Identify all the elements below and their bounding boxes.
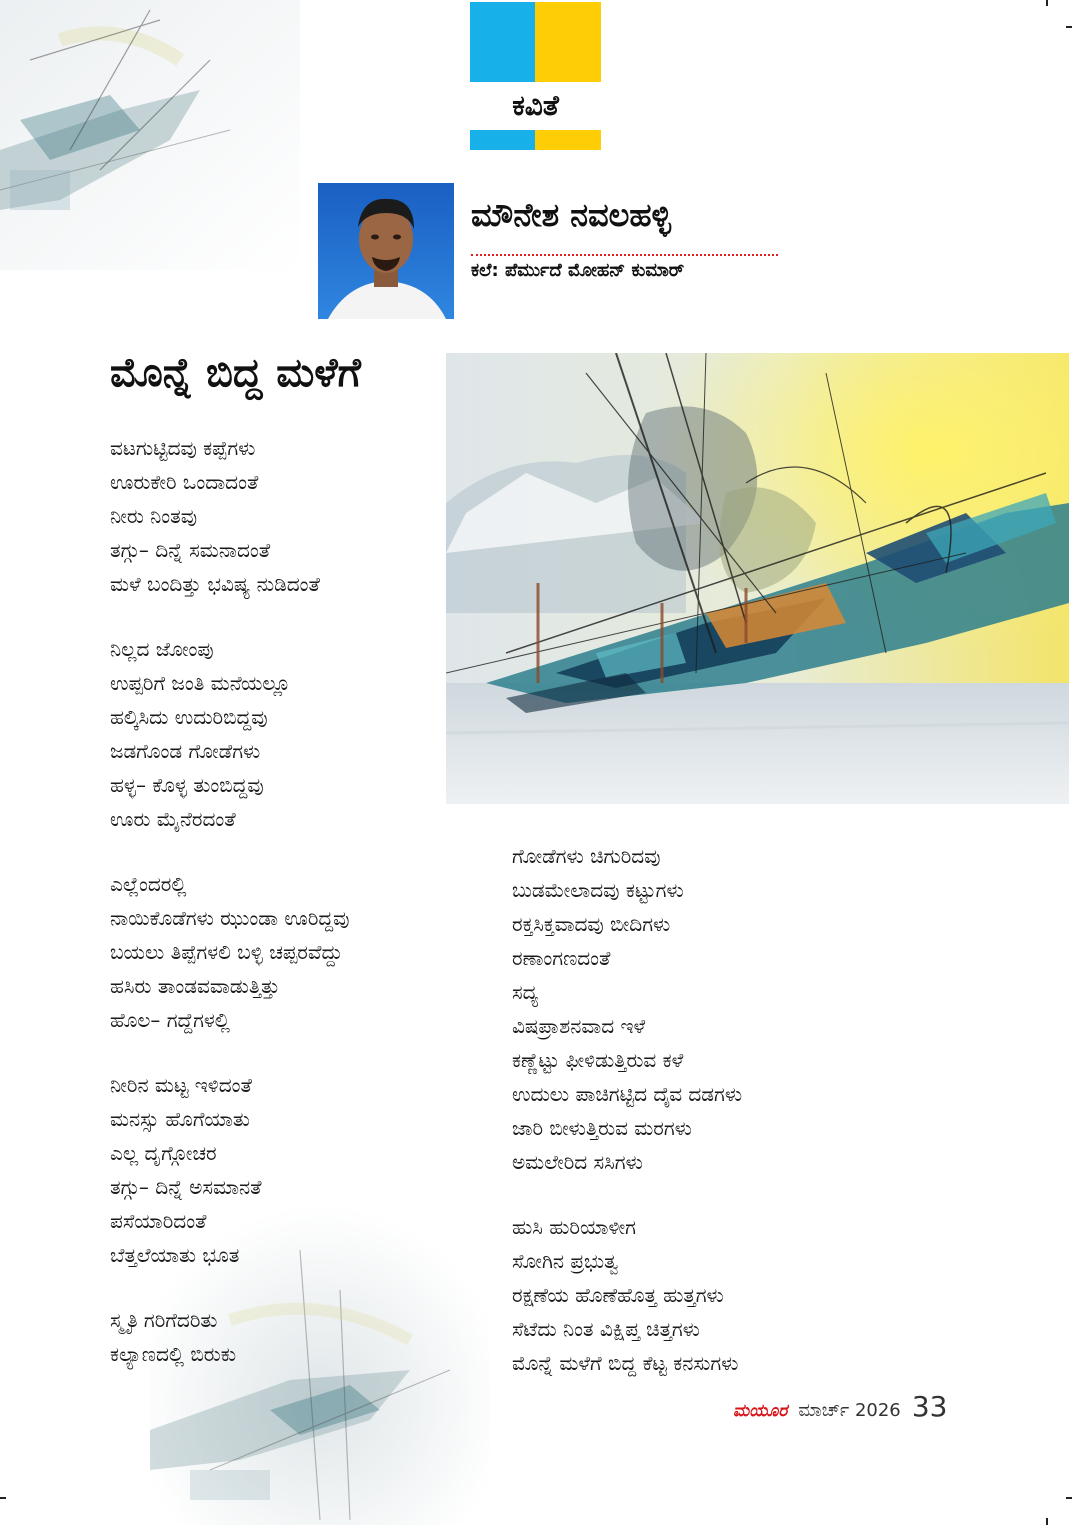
badge-blue-bar: [470, 130, 535, 150]
poem-line: ಊರು ಮೈನೆರದಂತೆ: [110, 807, 236, 831]
author-portrait-image: [318, 183, 454, 319]
poem-line: ಹಸಿರು ತಾಂಡವವಾಡುತ್ತಿತ್ತು: [110, 974, 280, 998]
poem-line: ಸ್ಮೃತಿ ಗರಿಗೆದರಿತು: [110, 1308, 218, 1332]
stanza-break: [512, 1179, 742, 1210]
crop-mark: [0, 1497, 6, 1499]
dotted-divider: [471, 254, 778, 256]
crop-mark: [1046, 1518, 1048, 1525]
poem-line: ಅಮಲೇರಿದ ಸಸಿಗಳು: [512, 1150, 643, 1174]
abstract-painting: [446, 353, 1069, 804]
stanza-break: [110, 1272, 349, 1303]
section-label: ಕವಿತೆ: [512, 89, 559, 122]
crop-mark: [1046, 0, 1048, 6]
poem-line: ನೀರಿನ ಮಟ್ಟ ಇಳಿದಂತೆ: [110, 1073, 252, 1097]
poem-line: ಗೋಡೆಗಳು ಚಿಗುರಿದವು: [512, 844, 661, 868]
poem-line: ಜಾರಿ ಬೀಳುತ್ತಿರುವ ಮರಗಳು: [512, 1116, 692, 1140]
crop-mark: [1066, 1497, 1072, 1499]
poem-line: ಉದುಲು ಪಾಚಿಗಟ್ಟಿದ ದೈವ ದಡಗಳು: [512, 1082, 743, 1106]
author-photo: [318, 183, 454, 319]
poem-line: ಸೋಗಿನ ಪ್ರಭುತ್ವ: [512, 1249, 619, 1273]
decorative-painting-top: [0, 0, 300, 270]
poem-line: ವಿಷಪ್ರಾಶನವಾದ ಇಳೆ: [512, 1014, 646, 1038]
poem-line: ಕಲ್ಯಾಣದಲ್ಲಿ ಬಿರುಕು: [110, 1342, 237, 1366]
poem-line: ಎಲ್ಲ ದೃಗ್ಗೋಚರ: [110, 1141, 217, 1165]
painting-image: [446, 353, 1069, 804]
poem-title: ಮೊನ್ನೆ ಬಿದ್ದ ಮಳೆಗೆ: [110, 350, 361, 396]
poem-line: ಬೆತ್ತಲೆಯಾತು ಭೂತ: [110, 1243, 240, 1267]
section-badge: [470, 2, 601, 150]
badge-blue-block: [470, 2, 535, 82]
poem-line: ತಗ್ಗು– ದಿನ್ನೆ ಅಸಮಾನತೆ: [110, 1175, 262, 1199]
poem-line: ಹಲ್ಕಿಸಿದು ಉದುರಿಬಿದ್ದವು: [110, 705, 268, 729]
poem-line: ನೀರು ನಿಂತವು: [110, 504, 198, 528]
poem-line: ಜಡಗೊಂಡ ಗೋಡೆಗಳು: [110, 739, 261, 763]
poem-column-right: [512, 839, 742, 1380]
crop-mark: [1066, 26, 1072, 28]
poem-line: ಹಳ್ಳ– ಕೊಳ್ಳ ತುಂಬಿದ್ದವು: [110, 773, 264, 797]
poem-line: ನಾಯಿಕೊಡೆಗಳು ಝುಂಡಾ ಊರಿದ್ದವು: [110, 906, 350, 930]
poem-line: ಹೊಲ– ಗದ್ದೆಗಳಲ್ಲಿ: [110, 1008, 230, 1032]
poem-line: ರಣಾಂಗಣದಂತೆ: [512, 946, 611, 970]
stanza-break: [110, 836, 349, 867]
stanza-break: [110, 601, 349, 632]
poem-line: ರಕ್ಷಣೆಯ ಹೊಣೆಹೊತ್ತ ಹುತ್ತಗಳು: [512, 1283, 724, 1307]
art-credit: ಕಲೆ: ಪೆರ್ಮುದೆ ಮೋಹನ್ ಕುಮಾರ್: [471, 260, 685, 281]
page-number: 33: [911, 1390, 948, 1423]
poem-line: ಮೊನ್ನೆ ಮಳೆಗೆ ಬಿದ್ದ ಕೆಟ್ಟ ಕನಸುಗಳು: [512, 1351, 739, 1375]
stanza-break: [110, 1037, 349, 1068]
poem-line: ಕಣ್ಣೆಟ್ಟು ಫೀಳಿಡುತ್ತಿರುವ ಕಳೆ: [512, 1048, 684, 1072]
poem-line: ಬಯಲು ತಿಪ್ಪೆಗಳಲಿ ಬಳ್ಳಿ ಚಪ್ಪರವೆದ್ದು: [110, 940, 343, 964]
poem-line: ಸದ್ಯ: [512, 980, 539, 1004]
magazine-logo: ಮಯೂರ: [733, 1401, 788, 1421]
poem-line: ಮಳೆ ಬಂದಿತ್ತು ಭವಿಷ್ಯ ನುಡಿದಂತೆ: [110, 572, 320, 596]
poem-line: ಎಲ್ಲೆಂದರಲ್ಲಿ: [110, 872, 187, 896]
badge-yellow-bar: [535, 130, 601, 150]
poem-line: ವಟಗುಟ್ಟಿದವು ಕಪ್ಪೆಗಳು: [110, 436, 256, 460]
poem-line: ಉಪ್ಪರಿಗೆ ಜಂತಿ ಮನೆಯಲ್ಲೂ: [110, 671, 291, 695]
page-footer: [733, 1390, 948, 1423]
poem-line: ತಗ್ಗು– ದಿನ್ನೆ ಸಮನಾದಂತೆ: [110, 538, 271, 562]
badge-yellow-block: [535, 2, 601, 82]
issue-month: ಮಾರ್ಚ್ 2026: [798, 1400, 901, 1421]
author-name: ಮೌನೇಶ ನವಲಹಳ್ಳಿ: [471, 196, 672, 234]
poem-line: ನಿಲ್ಲದ ಜೋಂಪು: [110, 637, 214, 661]
poem-line: ರಕ್ತಸಿಕ್ತವಾದವು ಬೀದಿಗಳು: [512, 912, 671, 936]
poem-line: ಹುಸಿ ಹುರಿಯಾಳೀಗ: [512, 1215, 636, 1239]
poem-line: ಊರುಕೇರಿ ಒಂದಾದಂತೆ: [110, 470, 259, 494]
poem-line: ಮನಸ್ಸು ಹೊಗೆಯಾತು: [110, 1107, 250, 1131]
poem-line: ಬುಡಮೇಲಾದವು ಕಟ್ಟುಗಳು: [512, 878, 684, 902]
poem-line: ಸೆಟೆದು ನಿಂತ ವಿಕ್ಷಿಪ್ತ ಚಿತ್ತಗಳು: [512, 1317, 700, 1341]
poem-column-left: [110, 431, 349, 1371]
poem-line: ಪಸೆಯಾರಿದಂತೆ: [110, 1209, 207, 1233]
